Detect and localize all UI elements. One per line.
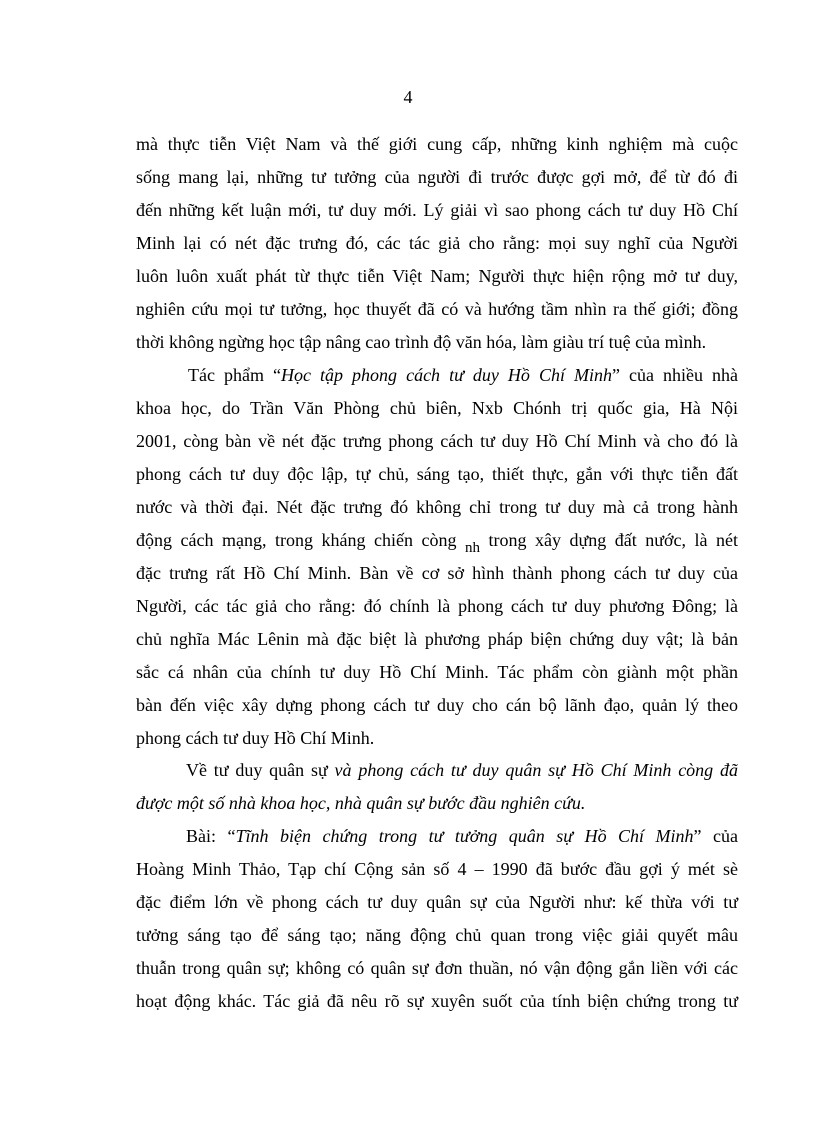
text-line: tưởng sáng tạo để sáng tạo; năng động chủ quan trong việc giải quyết mâu [136, 925, 738, 945]
text-line [136, 820, 738, 853]
text-run: Tác phẩm “ [188, 365, 282, 385]
text-line [136, 524, 738, 557]
text-line: đặc trưng rất Hồ Chí Minh. Bàn về cơ sở hình thành phong cách tư duy của [136, 563, 738, 583]
paragraph-4 [136, 820, 738, 1018]
text-run: động cách mạng, trong kháng chiến còng [136, 530, 457, 550]
text-line: chủ nghĩa Mác Lênin mà đặc biệt là phương pháp biện chứng duy vật; là bản [136, 629, 738, 649]
text-line: phong cách tư duy độc lập, tự chủ, sáng tạo, thiết thực, gắn với thực tiễn đất [136, 464, 738, 484]
text-line: sống mang lại, những tư tưởng của người đi trước được gợi mở, để từ đó đi [136, 167, 738, 187]
text-line: Người, các tác giả cho rằng: đó chính là phong cách tư duy phương Đông; là [136, 596, 738, 616]
paragraph-2 [136, 359, 738, 755]
text-line: nghiên cứu mọi tư tưởng, học thuyết đã có và hướng tầm nhìn ra thế giới; đồng [136, 299, 738, 319]
paragraph-3 [136, 754, 738, 820]
text-line [136, 754, 738, 787]
text-run: trong xây dựng đất nước, là nét [488, 530, 738, 550]
text-line: sắc cá nhân của chính tư duy Hồ Chí Minh. Tác phẩm còn giành một phần [136, 662, 738, 682]
text-line: nước và thời đại. Nét đặc trưng đó không chỉ trong tư duy mà cả trong hành [136, 497, 738, 517]
text-line: luôn luôn xuất phát từ thực tiễn Việt Nam; Người thực hiện rộng mở tư duy, [136, 266, 738, 286]
text-run: Bài: “ [186, 826, 236, 846]
book-title: Học tập phong cách tư duy Hồ Chí Minh [281, 365, 612, 385]
text-line: được một số nhà khoa học, nhà quân sự bước đầu nghiên cứu. [136, 793, 586, 813]
page-number: 4 [403, 87, 413, 107]
stray-text: nh [464, 540, 480, 556]
article-title: Tĩnh biện chứng trong tư tưởng quân sự Hồ Chí Minh [235, 826, 694, 846]
text-line: hoạt động khác. Tác giả đã nêu rõ sự xuyên suốt của tính biện chứng trong tư [136, 991, 738, 1011]
text-line: đến những kết luận mới, tư duy mới. Lý giải vì sao phong cách tư duy Hồ Chí [136, 200, 738, 220]
paragraph-1 [136, 128, 738, 359]
text-line: Hoàng Minh Thảo, Tạp chí Cộng sản số 4 – 1990 đã bước đầu gợi ý mét sè [136, 859, 738, 879]
italic-run: và phong cách tư duy quân sự Hồ Chí Minh còng đã [334, 760, 738, 780]
text-line: Minh lại có nét đặc trưng đó, các tác giả cho rằng: mọi suy nghĩ của Người [136, 233, 738, 253]
text-line: khoa học, do Trần Văn Phòng chủ biên, Nxb Chónh trị quốc gia, Hà Nội [136, 398, 738, 418]
text-line: thời không ngừng học tập nâng cao trình độ văn hóa, làm giàu trí tuệ của mình. [136, 332, 707, 352]
text-line: 2001, còng bàn về nét đặc trưng phong cách tư duy Hồ Chí Minh và cho đó là [136, 431, 738, 451]
text-line: bàn đến việc xây dựng phong cách tư duy cho cán bộ lãnh đạo, quản lý theo [136, 695, 738, 715]
text-line: đặc điểm lớn về phong cách tư duy quân sự của Người như: kế thừa với tư [136, 892, 738, 912]
text-run: ” của nhiều nhà [611, 365, 739, 385]
text-line: mà thực tiễn Việt Nam và thế giới cung cấp, những kinh nghiệm mà cuộc [136, 134, 738, 154]
text-run: ” của [693, 826, 738, 846]
text-run: Về tư duy quân sự [186, 760, 335, 780]
text-line: phong cách tư duy Hồ Chí Minh. [136, 728, 375, 748]
text-line [136, 359, 738, 392]
text-line: thuẫn trong quân sự; không có quân sự đơn thuần, nó vận động gắn liền với các [136, 958, 738, 978]
